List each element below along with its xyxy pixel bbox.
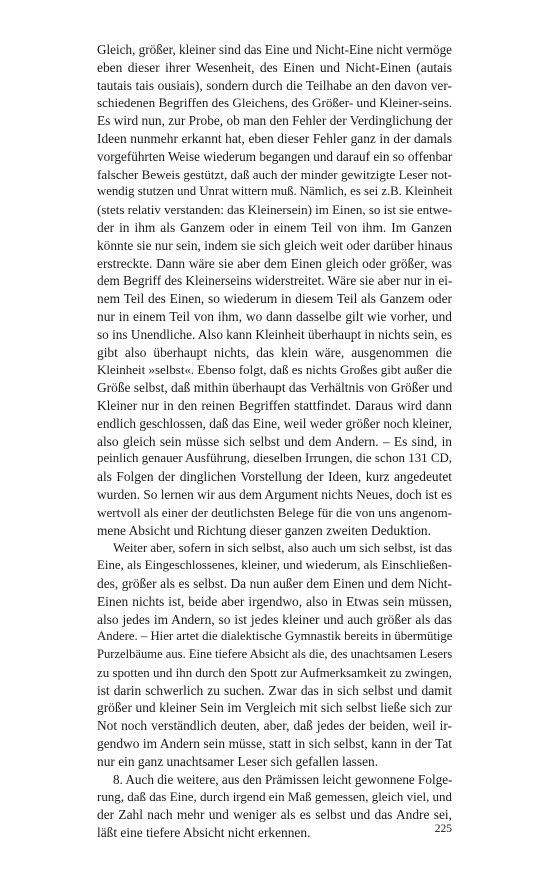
- text-line: zu spotten und ihn durch den Spott zur Aufmerksamkeit zu zwingen,: [97, 664, 452, 680]
- text-line: peinlich genauer Ausführung, dieselben Irrungen, die schon 131 CD,: [97, 451, 452, 466]
- text-line: läßt eine tiefere Absicht nicht erkennen.: [97, 825, 311, 841]
- text-line: Größe selbst, daß mithin überhaupt das Verhältnis von Größer und: [97, 380, 453, 396]
- text-line: Eine, als Eingeschlossenes, kleiner, und wiederum, als Einschließen-: [97, 558, 452, 573]
- text-line: Kleinheit »selbst«. Ebenso folgt, daß es nichts Großes gibt außer die: [97, 362, 452, 378]
- text-line: dem Begriff des Kleinerseins widerstreitet. Wäre sie aber nur in ei-: [97, 273, 453, 289]
- text-line: endlich geschlossen, daß das Eine, weil weder größer noch kleiner,: [97, 415, 452, 431]
- text-line: wertvoll als einer der deutlichsten Belege für die von uns angenom-: [97, 504, 452, 520]
- text-line: also gleich sein müsse sich selbst und dem Andern. – Es sind, in: [97, 433, 452, 449]
- text-line: wendig stutzen und Unrat wittern muß. Nämlich, es sei z.B. Kleinheit: [97, 184, 453, 199]
- page-number: 225: [434, 823, 452, 835]
- text-line: Einen nichts ist, beide aber irgendwo, also in Etwas sein müssen,: [97, 593, 452, 609]
- text-line: Kleiner nur in den reinen Begriffen stattfindet. Daraus wird dann: [97, 397, 452, 413]
- text-line: vorgeführten Weise wiederum begangen und darauf ein so offenbar: [97, 148, 453, 164]
- text-line: falscher Beweis gestützt, daß auch der minder gewitzigte Leser not-: [97, 166, 452, 182]
- text-line: 8. Auch die weitere, aus den Prämissen leicht gewonnene Folge-: [113, 771, 453, 787]
- text-line: Gleich, größer, kleiner sind das Eine und Nicht-Eine nicht vermöge: [97, 42, 452, 57]
- text-line: könnte sie nur sein, indem sie sich gleich weit oder darüber hinaus: [97, 237, 453, 253]
- text-line: Es wird nun, zur Probe, ob man den Fehler der Verdinglichung der: [97, 113, 453, 129]
- text-line: Weiter aber, sofern in sich selbst, also auch um sich selbst, ist das: [113, 540, 453, 556]
- text-line: Ideen nunmehr erkannt hat, eben dieser Fehler ganz in der damals: [97, 130, 452, 146]
- text-line: erstreckte. Dann wäre sie aber dem Einen gleich oder größer, was: [97, 255, 452, 271]
- text-line: gendwo im Andern sein müsse, statt in sich selbst, kann in der Tat: [97, 736, 452, 752]
- text-line: nur ein ganz unachtsamer Leser sich gefallen lassen.: [97, 753, 379, 769]
- text-line: der in ihm als Ganzem oder in einem Teil von ihm. Im Ganzen: [97, 219, 452, 235]
- text-line: nem Teil des Einen, so wiederum in diesem Teil als Ganzem oder: [97, 291, 452, 307]
- text-line: gibt also überhaupt nichts, das klein wäre, ausgenommen die: [97, 344, 452, 360]
- text-line: also jedes im Andern, so ist jedes kleiner und auch größer als das: [97, 611, 452, 627]
- text-line: mene Absicht und Richtung dieser ganzen zweiten Deduktion.: [97, 522, 431, 538]
- text-line: nur in einem Teil von ihm, wo dann dasselbe gilt wie vorher, und: [97, 308, 452, 324]
- text-line: der Zahl nach mehr und weniger als es selbst und das Andre sei,: [97, 807, 452, 823]
- text-line: als Folgen der dinglichen Vorstellung der Ideen, kurz angedeutet: [97, 469, 452, 485]
- text-line: wurden. So lernen wir aus dem Argument nichts Neues, doch ist es: [97, 486, 452, 502]
- text-line: schiedenen Begriffen des Gleichens, des Größer- und Kleiner-seins.: [97, 95, 453, 111]
- main-text: [97, 41, 452, 842]
- text-line: (stets relativ verstanden: das Kleinersein) im Einen, so ist sie entwe-: [97, 202, 453, 218]
- text-line: tautais tais ousiais), sondern durch die Teilhabe an den davon ver-: [97, 77, 452, 93]
- text-line: rung, daß das Eine, durch irgend ein Maß gemessen, gleich viel, und: [97, 789, 452, 805]
- text-line: eben dieser ihrer Wesenheit, des Einen und Nicht-Einen (autais: [97, 59, 452, 75]
- text-line: Purzelbäume aus. Eine tiefere Absicht als die, des unachtsamen Lesers: [97, 647, 453, 662]
- text-line: Andere. – Hier artet die dialektische Gymnastik bereits in übermütige: [97, 629, 453, 644]
- text-line: des, größer als es selbst. Da nun außer dem Einen und dem Nicht-: [97, 575, 452, 591]
- text-line: Not noch verständlich deuten, aber, daß jedes der beiden, weil ir-: [97, 718, 452, 734]
- text-line: ist darin schwerlich zu suchen. Zwar das in sich selbst und damit: [97, 682, 452, 698]
- text-line: größer und kleiner Sein im Vergleich mit sich selbst ließe sich zur: [97, 700, 452, 716]
- text-line: so ins Unendliche. Also kann Kleinheit überhaupt in nichts sein, es: [97, 326, 452, 342]
